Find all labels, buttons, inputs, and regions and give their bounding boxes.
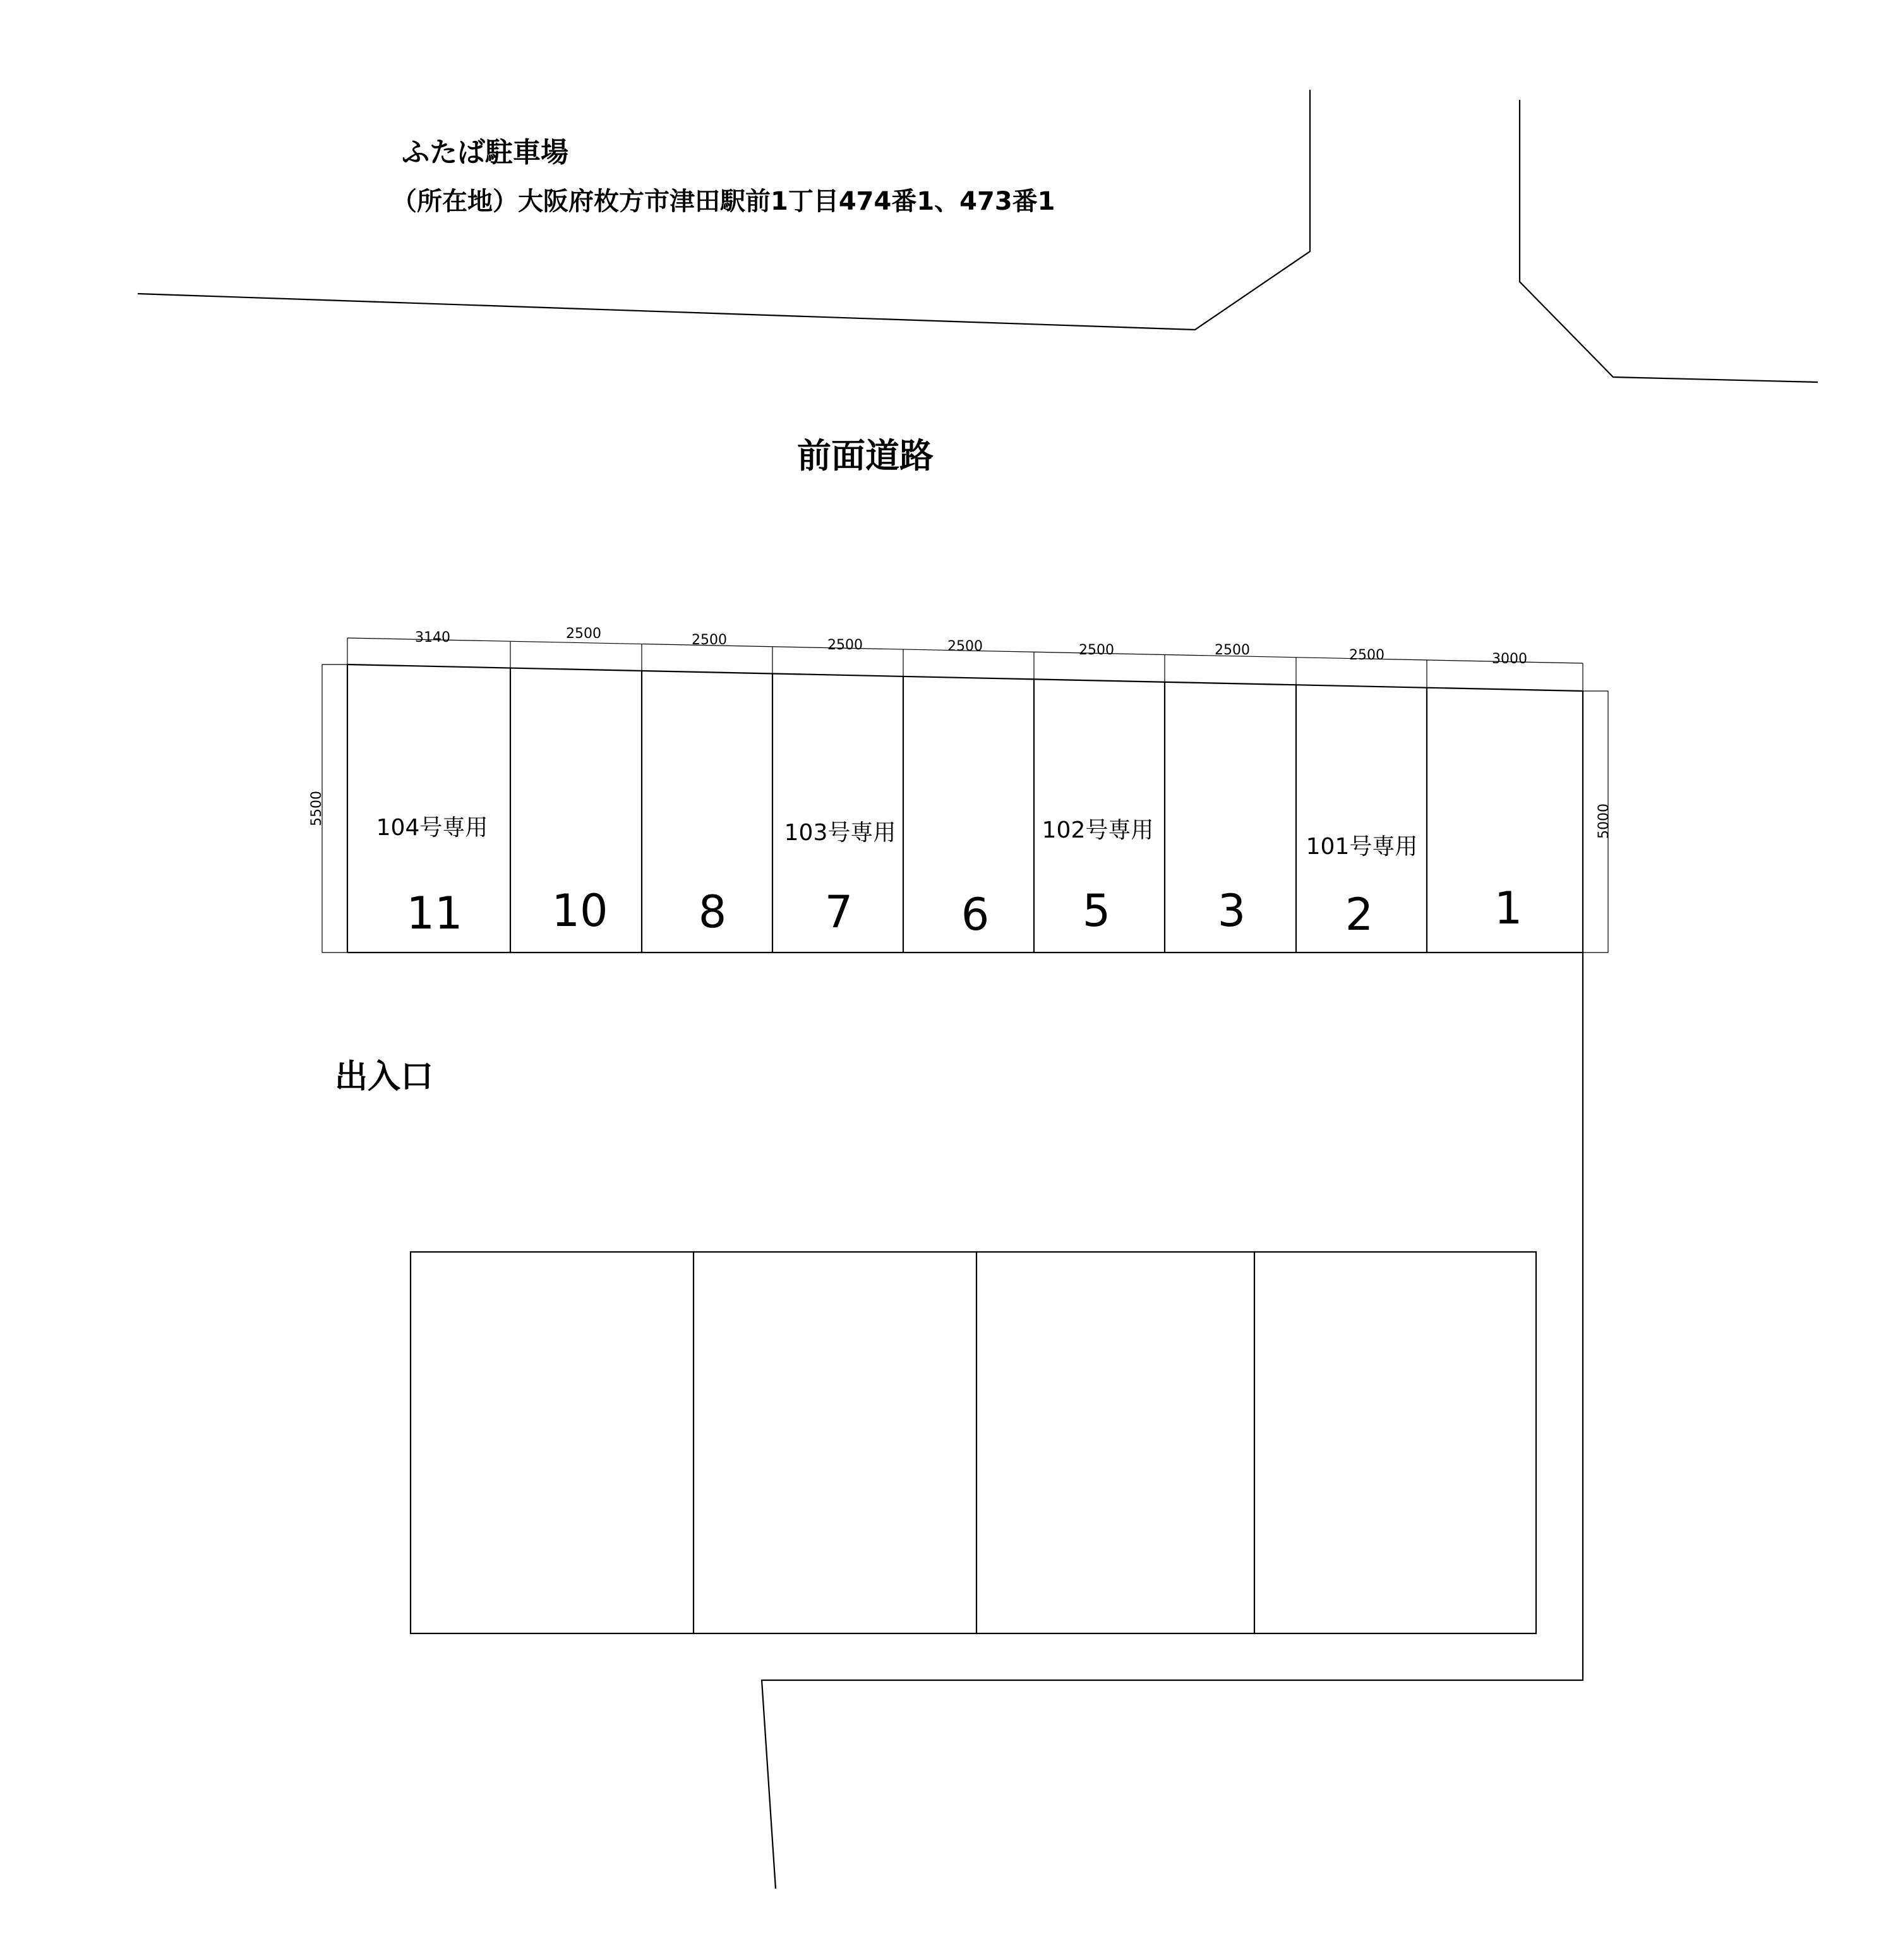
width-dim-10: 2500 [566, 626, 601, 642]
road-edge-right [1520, 100, 1818, 382]
width-dim-3: 2500 [1215, 642, 1250, 658]
space-11-reserved: 104号専用 [376, 815, 488, 841]
width-dim-8: 2500 [692, 632, 727, 648]
width-dim-11: 3140 [415, 630, 450, 646]
parking-lot-address: （所在地）大阪府枚方市津田駅前1丁目474番1、473番1 [392, 187, 1055, 216]
left-dimension-line [322, 664, 347, 953]
space-number-2: 2 [1345, 889, 1374, 941]
width-dim-2: 2500 [1349, 647, 1384, 663]
space-2-reserved: 101号専用 [1306, 834, 1418, 860]
space-number-10: 10 [551, 885, 608, 937]
reserved-labels [376, 815, 1418, 860]
parking-lot-title: ふたば駐車場 [402, 136, 568, 169]
space-number-8: 8 [698, 886, 727, 938]
width-dim-7: 2500 [827, 637, 863, 653]
space-number-11: 11 [406, 887, 463, 939]
width-dim-5: 2500 [1079, 642, 1114, 658]
space-numbers [406, 882, 1522, 941]
space-5-reserved: 102号専用 [1042, 817, 1154, 843]
entrance-label: 出入口 [335, 1058, 434, 1096]
width-dim-1: 3000 [1492, 651, 1527, 667]
left-depth-dimension: 5500 [309, 791, 325, 826]
space-7-reserved: 103号専用 [784, 820, 896, 846]
space-number-5: 5 [1082, 885, 1111, 937]
space-number-1: 1 [1494, 882, 1523, 934]
width-dim-6: 2500 [947, 639, 983, 654]
space-number-3: 3 [1217, 885, 1246, 937]
space-number-6: 6 [961, 889, 990, 941]
width-dimensions [415, 626, 1527, 667]
building-block [411, 1252, 1536, 1633]
front-road-label: 前面道路 [797, 436, 934, 476]
space-number-7: 7 [824, 886, 853, 938]
right-depth-dimension: 5000 [1596, 803, 1612, 839]
property-boundary [762, 953, 1583, 1889]
